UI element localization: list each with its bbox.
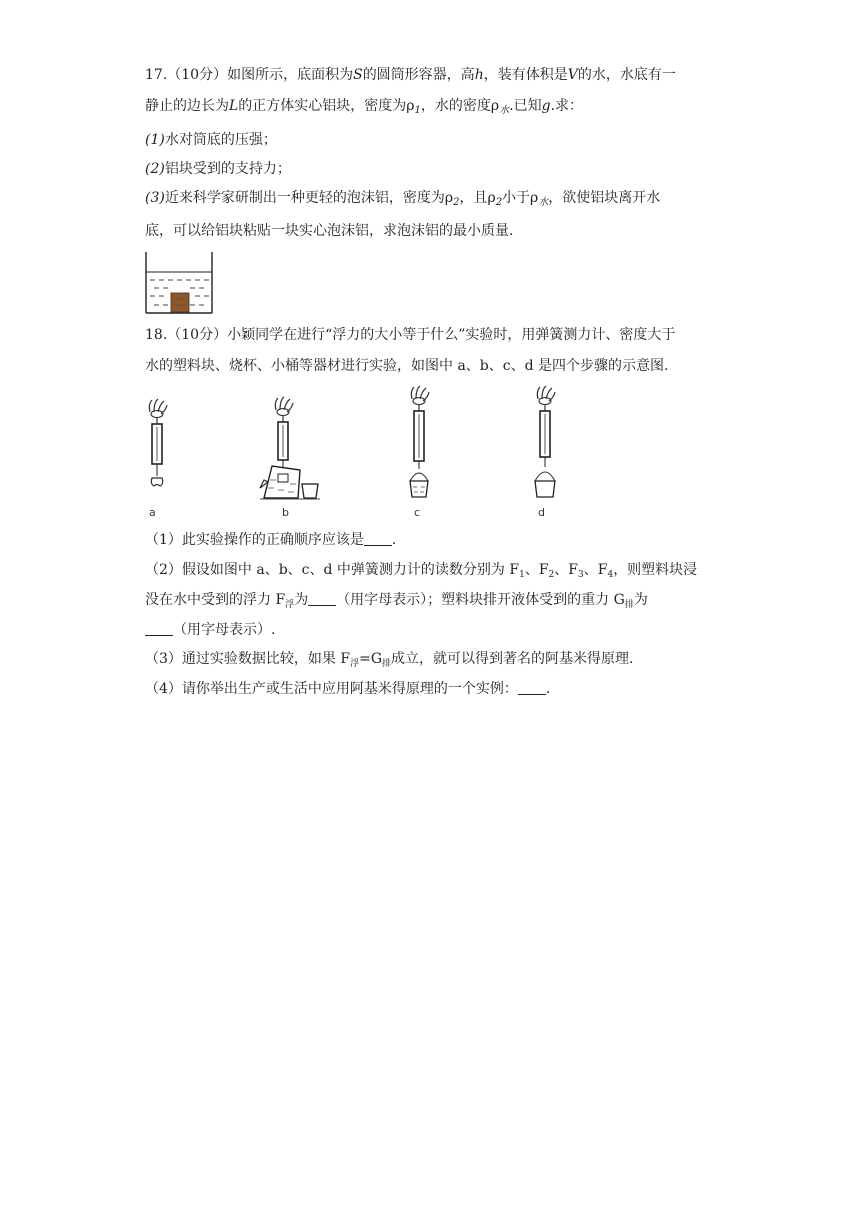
q17-score: （10分） (167, 67, 228, 83)
q18-part-2: （2）假设如图中 a、b、c、d 中弹簧测力计的读数分别为 $F_1$、$F_2$、$F_3$、$F_4$，则塑料块浸 (145, 562, 698, 580)
q18-part-4: （4）请你举出生产或生活中应用阿基米得原理的一个实例： . (145, 681, 551, 697)
answer-blank-2[interactable] (308, 591, 336, 606)
q18-line-2: 水的塑料块、烧杯、小桶等器材进行实验，如图中 a、b、c、d 是四个步骤的示意图. (145, 358, 669, 374)
small-bucket (302, 484, 318, 498)
answer-blank-4[interactable] (518, 680, 546, 695)
q17-part-1: (1)水对筒底的压强； (145, 132, 277, 148)
q17-number: 17. (145, 67, 168, 83)
experiment-figure-a (140, 398, 176, 500)
q17-part-2: (2)铝块受到的支持力； (145, 161, 291, 177)
plastic-block (151, 478, 162, 486)
figure-label-a: a (149, 506, 156, 519)
figure-label-c: c (414, 506, 421, 519)
plastic-block (278, 474, 288, 482)
experiment-figure-b (258, 396, 320, 502)
q17-line-2: 静止的边长为L的正方体实心铝块，密度为$\rho_1$，水的密度$\rho_水$.已知g.求： (145, 98, 584, 116)
q18-line-1: 18.（10分）小颖同学在进行“浮力的大小等于什么”实验时，用弹簧测力计、密度大于 (145, 327, 676, 343)
q18-part-1: （1）此实验操作的正确顺序应该是 . (145, 532, 397, 548)
figure-label-b: b (282, 506, 289, 519)
q17-part-3: (3)近来科学家研制出一种更轻的泡沫铝，密度为$\rho_2$，且$\rho_2$小于$\rho_水$，欲使铝块离开水 (145, 190, 661, 208)
small-bucket (410, 481, 428, 497)
small-bucket (535, 481, 555, 497)
container-figure (143, 252, 215, 316)
experiment-figure-d (528, 385, 564, 503)
q18-score: （10分） (167, 327, 228, 343)
q17-line-1: 17.（10分）如图所示，底面积为S的圆筒形容器，高h，装有体积是V的水，水底有一 (145, 67, 676, 83)
q18-number: 18. (145, 327, 168, 343)
answer-blank-3[interactable] (145, 621, 173, 636)
q18-part-3: （3）通过实验数据比较，如果 $F_浮=G_排$成立，就可以得到著名的阿基米得原理. (145, 651, 634, 669)
answer-blank-1[interactable] (364, 531, 392, 546)
aluminium-block (171, 293, 189, 312)
q18-part-2-line-2: 没在水中受到的浮力 $F_浮$为 （用字母表示）；塑料块排开液体受到的重力 $G_排$为 (145, 592, 648, 610)
experiment-figure-c (402, 385, 438, 503)
q18-part-2-line-3: （用字母表示）. (145, 621, 275, 639)
figure-label-d: d (538, 506, 545, 519)
q17-part-3-cont: 底，可以给铝块粘贴一块实心泡沫铝，求泡沫铝的最小质量. (145, 223, 514, 239)
